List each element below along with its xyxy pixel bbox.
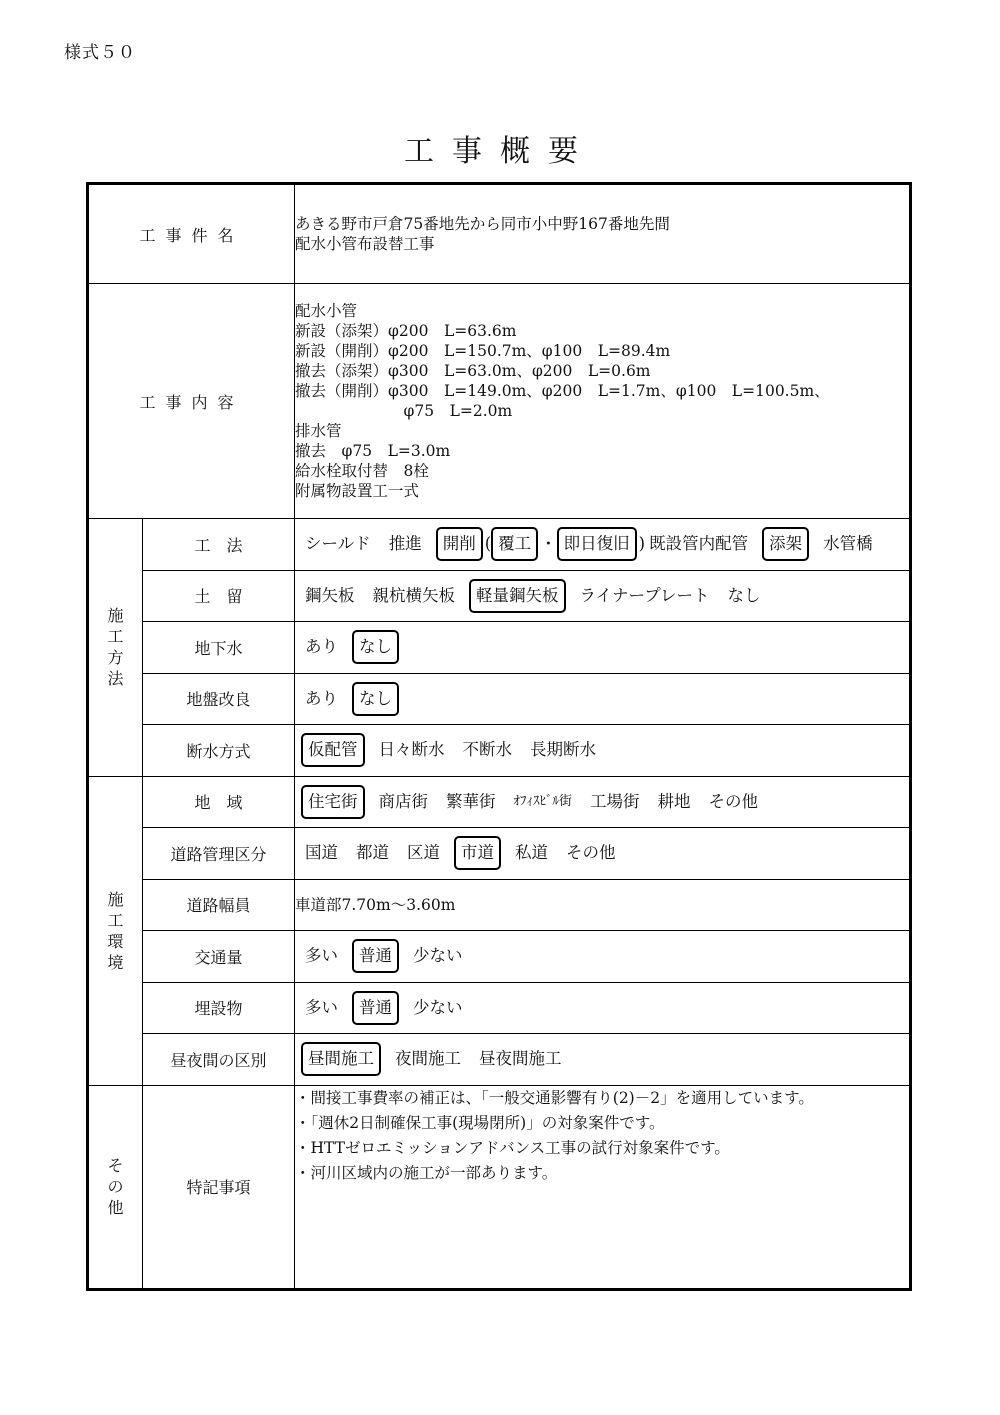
selected-option: 開削 — [436, 527, 483, 561]
construction-environment-item-value — [295, 982, 911, 1034]
construction-environment-row — [88, 982, 911, 1034]
option: ( — [484, 534, 492, 554]
construction-environment-row — [88, 1034, 911, 1086]
special-note-line: ・間接工事費率の補正は、「一般交通影響有り(2)－2」を適用しています。 — [295, 1088, 814, 1107]
option: 区道 — [407, 843, 441, 863]
construction-environment-item-value — [295, 1034, 911, 1086]
option: 工場街 — [590, 791, 640, 811]
selected-option: 軽量鋼矢板 — [469, 579, 566, 613]
construction-method-row — [88, 622, 911, 674]
document-title: 工事概要 — [404, 134, 596, 170]
construction-environment-group-label: 施工環境 — [88, 776, 143, 1085]
selected-option: 覆工 — [491, 527, 538, 561]
construction-environment-item-label: 道路管理区分 — [143, 828, 295, 880]
option: 商店街 — [378, 791, 429, 811]
selected-option: 住宅街 — [301, 785, 365, 819]
work-content-row — [88, 284, 911, 519]
special-note-line: ・「週休2日制確保工事(現場閉所)」の対象案件です。 — [295, 1113, 665, 1132]
work-content-line: 給水栓取付替 8栓 — [295, 462, 429, 480]
option: 水管橋 — [823, 534, 873, 554]
construction-method-row — [88, 519, 911, 571]
option: 日々断水 — [378, 740, 445, 760]
other-group-label: その他 — [88, 1085, 143, 1289]
construction-method-item-value — [295, 725, 911, 777]
work-content-value — [295, 284, 911, 519]
construction-method-item-value — [295, 519, 911, 571]
work-content-line: 撤去（開削）φ300 L=149.0m、φ200 L=1.7m、φ100 L=100.5m、 — [295, 382, 830, 400]
project-name-row — [88, 184, 911, 284]
option: 国道 — [305, 843, 339, 863]
project-name-line: あきる野市戸倉75番地先から同市小中野167番地先間 — [295, 215, 670, 233]
construction-environment-item-value — [295, 828, 911, 880]
construction-method-row — [88, 570, 911, 622]
construction-environment-item-label: 地 域 — [143, 776, 295, 828]
construction-method-item-label: 地盤改良 — [143, 673, 295, 725]
special-notes-label: 特記事項 — [143, 1085, 295, 1289]
selected-option: 市道 — [454, 836, 501, 870]
option: 少ない — [413, 946, 463, 966]
construction-method-row — [88, 673, 911, 725]
construction-method-item-value — [295, 673, 911, 725]
option: その他 — [708, 791, 759, 811]
construction-environment-row — [88, 879, 911, 931]
project-name-value — [295, 184, 911, 284]
option: 夜間施工 — [395, 1049, 462, 1069]
option: ｵﾌｨｽﾋﾞﾙ街 — [513, 793, 573, 809]
work-content-line: 新設（添架）φ200 L=63.6m — [295, 322, 517, 340]
option: あり — [305, 688, 339, 708]
special-notes-value — [295, 1085, 911, 1289]
option: 不断水 — [462, 740, 513, 760]
construction-environment-row — [88, 931, 911, 983]
selected-option: 添架 — [762, 527, 809, 561]
option: 昼夜間施工 — [479, 1049, 562, 1069]
construction-environment-item-label: 埋設物 — [143, 982, 295, 1034]
construction-environment-item-value — [295, 879, 911, 931]
construction-environment-row — [88, 776, 911, 828]
work-content-label: 工事内容 — [88, 284, 295, 519]
option: 親杭横矢板 — [372, 585, 456, 605]
work-content-line: 附属物設置工一式 — [295, 482, 420, 500]
option: ) — [638, 534, 646, 554]
selected-option: 普通 — [352, 939, 399, 973]
option: ライナープレート — [579, 585, 710, 605]
construction-method-row — [88, 725, 911, 777]
option: 私道 — [515, 843, 549, 863]
option: あり — [305, 637, 339, 657]
option: 少ない — [413, 997, 463, 1017]
selected-option: なし — [352, 630, 399, 664]
construction-environment-row — [88, 828, 911, 880]
construction-method-item-label: 工 法 — [143, 519, 295, 571]
construction-method-item-value — [295, 570, 911, 622]
project-name-line: 配水小管布設替工事 — [295, 235, 435, 253]
work-content-line: 排水管 — [295, 422, 342, 440]
construction-environment-item-label: 道路幅員 — [143, 879, 295, 931]
option: 多い — [305, 946, 339, 966]
selected-option: 即日復旧 — [557, 527, 637, 561]
work-content-line: 新設（開削）φ200 L=150.7m、φ100 L=89.4m — [295, 342, 671, 360]
option: 既設管内配管 — [649, 534, 749, 554]
work-content-line: 撤去 φ75 L=3.0m — [295, 442, 451, 460]
option: シールド — [305, 534, 371, 554]
work-content-line: 撤去（添架）φ300 L=63.0m、φ200 L=0.6m — [295, 362, 651, 380]
special-note-line: ・河川区域内の施工が一部あります。 — [295, 1163, 558, 1182]
construction-method-item-label: 土 留 — [143, 570, 295, 622]
work-content-line: φ75 L=2.0m — [295, 402, 513, 420]
selected-option: 普通 — [352, 991, 399, 1025]
special-note-line: ・HTTゼロエミッションアドバンス工事の試行対象案件です。 — [295, 1138, 730, 1157]
construction-environment-item-label: 昼夜間の区別 — [143, 1034, 295, 1086]
construction-environment-item-text: 車道部7.70m～3.60m — [295, 895, 456, 914]
construction-method-item-label: 断水方式 — [143, 725, 295, 777]
option: 繁華街 — [446, 791, 496, 811]
selected-option: 仮配管 — [301, 733, 365, 767]
form-number: 様式５０ — [64, 43, 136, 63]
project-summary-table — [86, 182, 912, 1291]
option: 都道 — [356, 843, 390, 863]
option: 長期断水 — [530, 740, 597, 760]
construction-environment-item-label: 交通量 — [143, 931, 295, 983]
option: 推進 — [388, 534, 422, 554]
option: 耕地 — [657, 791, 691, 811]
project-name-label: 工事件名 — [88, 184, 295, 284]
option: その他 — [566, 843, 616, 863]
construction-method-item-label: 地下水 — [143, 622, 295, 674]
construction-method-item-value — [295, 622, 911, 674]
option: ・ — [540, 534, 557, 554]
option: 鋼矢板 — [305, 585, 355, 605]
selected-option: なし — [352, 682, 399, 716]
work-content-line: 配水小管 — [295, 302, 358, 320]
construction-environment-item-value — [295, 931, 911, 983]
selected-option: 昼間施工 — [301, 1042, 381, 1076]
option: なし — [727, 585, 761, 605]
option: 多い — [305, 997, 339, 1017]
construction-method-group-label: 施工方法 — [88, 519, 143, 777]
construction-environment-item-value — [295, 776, 911, 828]
special-notes-row — [88, 1085, 911, 1289]
